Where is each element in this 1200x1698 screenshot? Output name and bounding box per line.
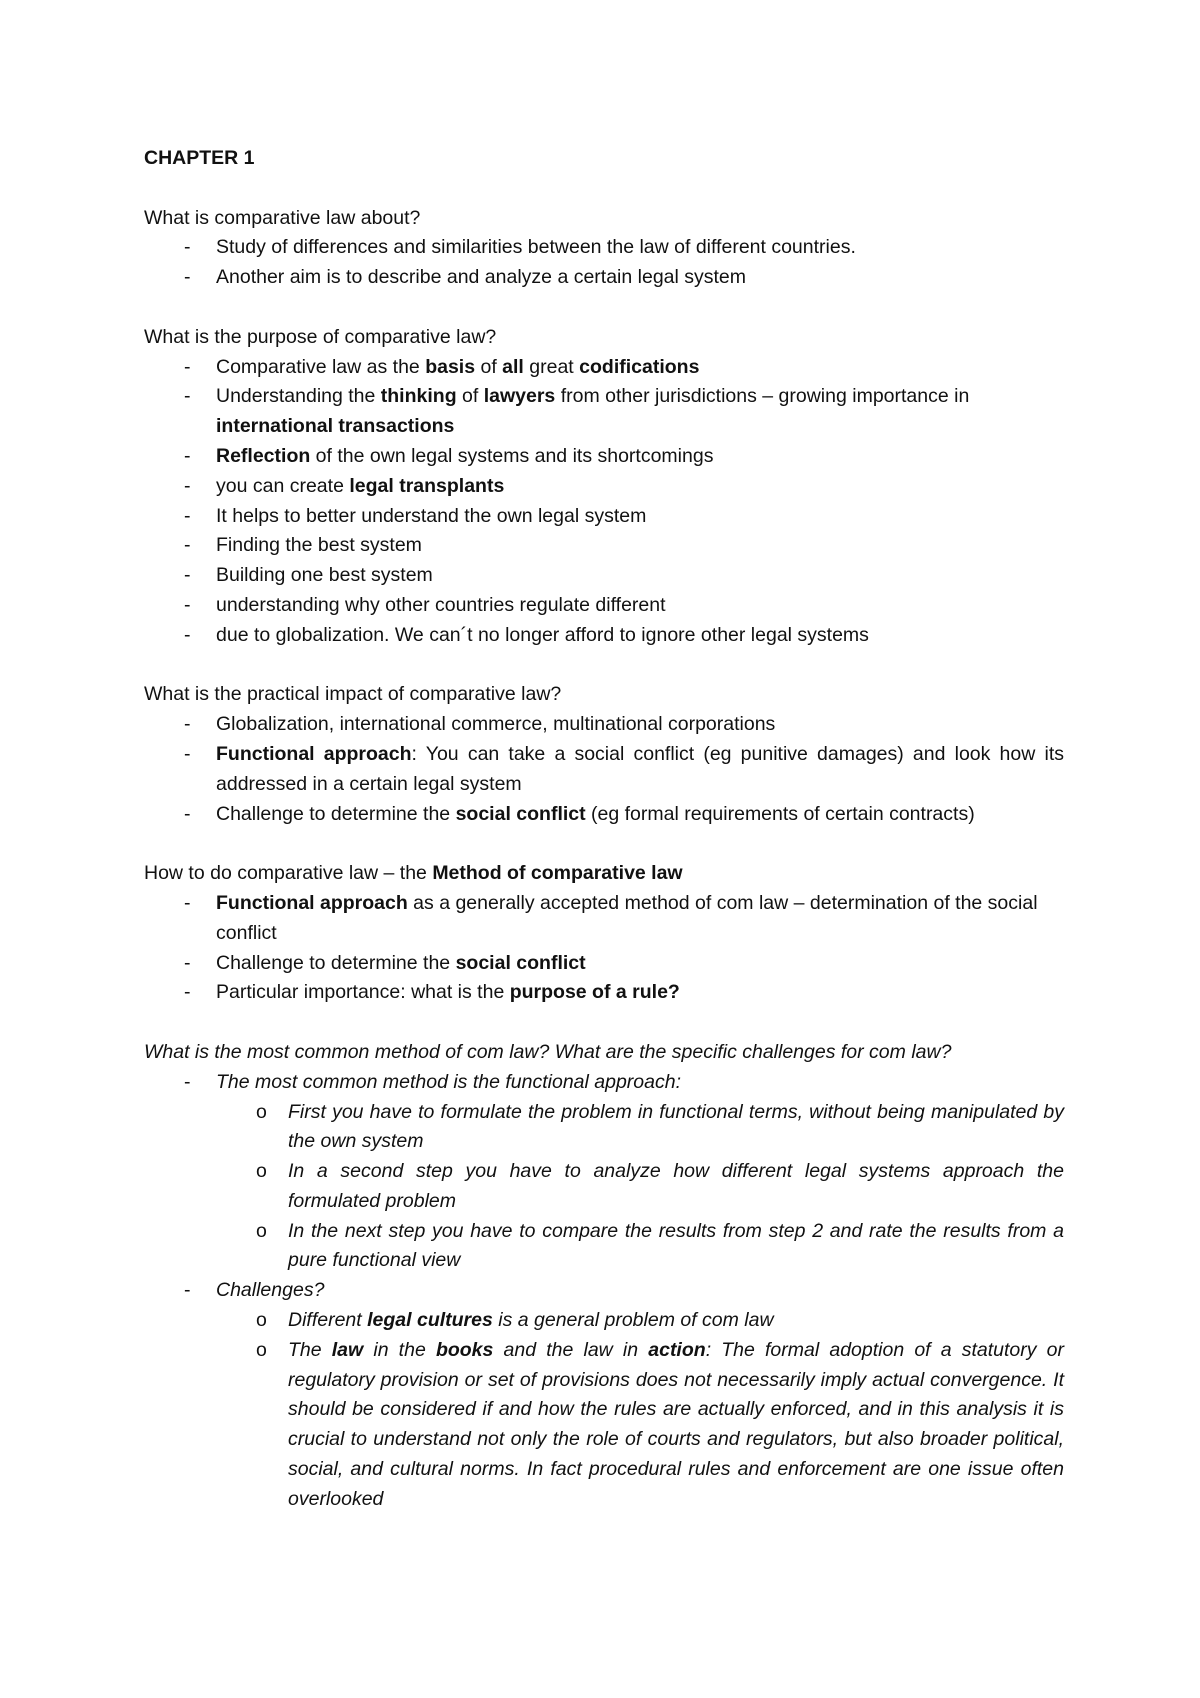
bold-text: law xyxy=(331,1338,364,1361)
text-run: and the law in xyxy=(493,1338,649,1361)
bold-text: books xyxy=(435,1338,494,1361)
list-item xyxy=(144,1068,1064,1277)
bold-text: action xyxy=(648,1338,706,1361)
list-item xyxy=(144,561,1064,591)
dash-bullet-icon: - xyxy=(184,1070,191,1093)
bold-text: Functional approach xyxy=(216,891,408,914)
list-item xyxy=(144,591,1064,621)
text-run: The xyxy=(288,1338,332,1361)
chapter-title: CHAPTER 1 xyxy=(144,147,255,169)
list-item xyxy=(144,353,1064,383)
dash-bullet-icon: - xyxy=(184,951,191,974)
text-run: of xyxy=(456,385,484,408)
list-item xyxy=(144,263,1064,293)
bold-text: basis xyxy=(425,355,476,378)
document-page xyxy=(144,144,1064,1515)
text-run: is a general problem of com law xyxy=(492,1309,774,1332)
list-item xyxy=(144,710,1064,740)
text-run: great xyxy=(523,355,580,378)
bold-text: purpose of a rule? xyxy=(509,981,680,1004)
text-run: How to do comparative law – the xyxy=(144,862,433,885)
text-run: from other jurisdictions – growing importance in xyxy=(555,385,970,408)
bold-text: Functional approach xyxy=(216,742,412,765)
sub-list-item xyxy=(216,1336,1064,1515)
sub-list-item xyxy=(216,1217,1064,1277)
circle-bullet-icon: o xyxy=(256,1338,267,1361)
sections xyxy=(144,204,1064,1038)
sub-list-item xyxy=(216,1157,1064,1217)
bullet-list xyxy=(144,710,1064,829)
bold-text: social conflict xyxy=(455,951,586,974)
bullet-list xyxy=(144,889,1064,1008)
bold-text: lawyers xyxy=(483,385,556,408)
circle-bullet-icon: o xyxy=(256,1309,267,1332)
text-run: Challenges? xyxy=(216,1279,325,1302)
dash-bullet-icon: - xyxy=(184,742,191,765)
text-run: : The formal adoption of a statutory or regulatory provision or set of provisions does not necessarily imply actual convergence. It should be considered if and how the rules are actually enforced, and in this analysis it is crucial to understand not only the role of courts and regulators, but also broader political, social, and cultural norms. In fact procedural rules and enforcement are one issue often overlooked xyxy=(288,1338,1065,1510)
dash-bullet-icon: - xyxy=(184,564,191,587)
bold-text: social conflict xyxy=(455,802,586,825)
text-run: Comparative law as the xyxy=(216,355,426,378)
bold-text: thinking xyxy=(380,385,457,408)
dash-bullet-icon: - xyxy=(184,623,191,646)
bullet-list xyxy=(144,1068,1064,1515)
bold-text: international transactions xyxy=(216,415,455,438)
dash-bullet-icon: - xyxy=(184,266,191,289)
list-item xyxy=(144,800,1064,830)
text-run: in the xyxy=(363,1338,436,1361)
sub-list-item xyxy=(216,1098,1064,1158)
bold-text: Method of comparative law xyxy=(432,862,683,885)
text-run: In the next step you have to compare the results from step 2 and rate the results from a pure functional view xyxy=(288,1219,1064,1272)
bullet-list xyxy=(144,353,1064,651)
dash-bullet-icon: - xyxy=(184,444,191,467)
text-run: Building one best system xyxy=(216,564,433,587)
dash-bullet-icon: - xyxy=(184,355,191,378)
bold-text: codifications xyxy=(579,355,700,378)
list-item xyxy=(144,233,1064,263)
section-question: What is the most common method of com law? What are the specific challenges for com law? xyxy=(144,1040,952,1063)
text-run: (eg formal requirements of certain contracts) xyxy=(585,802,975,825)
list-item xyxy=(144,382,1064,442)
italic-section xyxy=(144,1038,1064,1515)
list-item xyxy=(144,621,1064,651)
text-run: due to globalization. We can´t no longer afford to ignore other legal systems xyxy=(216,623,869,646)
dash-bullet-icon: - xyxy=(184,385,191,408)
text-run: of the own legal systems and its shortcomings xyxy=(310,444,714,467)
dash-bullet-icon: - xyxy=(184,534,191,557)
bold-text: legal transplants xyxy=(349,474,505,497)
text-run: of xyxy=(475,355,503,378)
text-run: Study of differences and similarities between the law of different countries. xyxy=(216,236,856,259)
text-run: Challenge to determine the xyxy=(216,951,456,974)
text-run: Particular importance: what is the xyxy=(216,981,510,1004)
dash-bullet-icon: - xyxy=(184,593,191,616)
list-item xyxy=(144,949,1064,979)
section-question: What is comparative law about? xyxy=(144,206,421,229)
dash-bullet-icon: - xyxy=(184,891,191,914)
sub-bullet-list xyxy=(216,1098,1064,1277)
section-question xyxy=(144,859,1064,889)
dash-bullet-icon: - xyxy=(184,802,191,825)
text-run: The most common method is the functional approach: xyxy=(216,1070,681,1093)
list-item xyxy=(144,740,1064,800)
list-item xyxy=(144,1276,1064,1514)
bold-text: Reflection xyxy=(216,444,311,467)
dash-bullet-icon: - xyxy=(184,236,191,259)
dash-bullet-icon: - xyxy=(184,474,191,497)
bold-text: legal cultures xyxy=(367,1309,493,1332)
dash-bullet-icon: - xyxy=(184,713,191,736)
text-run: Another aim is to describe and analyze a certain legal system xyxy=(216,266,747,289)
list-item xyxy=(144,978,1064,1008)
text-run: : You can take a social conflict (eg punitive damages) and look how its addressed in a certain legal system xyxy=(216,742,1064,795)
text-run: Challenge to determine the xyxy=(216,802,456,825)
section-question: What is the purpose of comparative law? xyxy=(144,325,497,348)
list-item xyxy=(144,472,1064,502)
sub-bullet-list xyxy=(216,1306,1064,1515)
text-run: In a second step you have to analyze how different legal systems approach the formulated problem xyxy=(288,1160,1064,1212)
bullet-list xyxy=(144,233,1064,293)
section-question: What is the practical impact of comparative law? xyxy=(144,683,562,706)
list-item xyxy=(144,442,1064,472)
list-item xyxy=(144,502,1064,532)
text-run: It helps to better understand the own legal system xyxy=(216,504,647,527)
text-run: First you have to formulate the problem in functional terms, without being manipulated by the own system xyxy=(288,1100,1064,1153)
list-item xyxy=(144,531,1064,561)
list-item xyxy=(144,889,1064,949)
circle-bullet-icon: o xyxy=(256,1219,267,1242)
bold-text: all xyxy=(502,355,524,378)
dash-bullet-icon: - xyxy=(184,981,191,1004)
text-run: you can create xyxy=(216,474,350,497)
text-run: Understanding the xyxy=(216,385,381,408)
circle-bullet-icon: o xyxy=(256,1160,267,1183)
circle-bullet-icon: o xyxy=(256,1100,267,1123)
sub-list-item xyxy=(216,1306,1064,1336)
text-run: Globalization, international commerce, multinational corporations xyxy=(216,713,776,736)
dash-bullet-icon: - xyxy=(184,504,191,527)
text-run: Finding the best system xyxy=(216,534,422,557)
text-run: as a generally accepted method of com law – determination of the social conflict xyxy=(216,891,1038,944)
dash-bullet-icon: - xyxy=(184,1279,191,1302)
text-run: understanding why other countries regulate different xyxy=(216,593,666,616)
text-run: Different xyxy=(288,1309,368,1332)
